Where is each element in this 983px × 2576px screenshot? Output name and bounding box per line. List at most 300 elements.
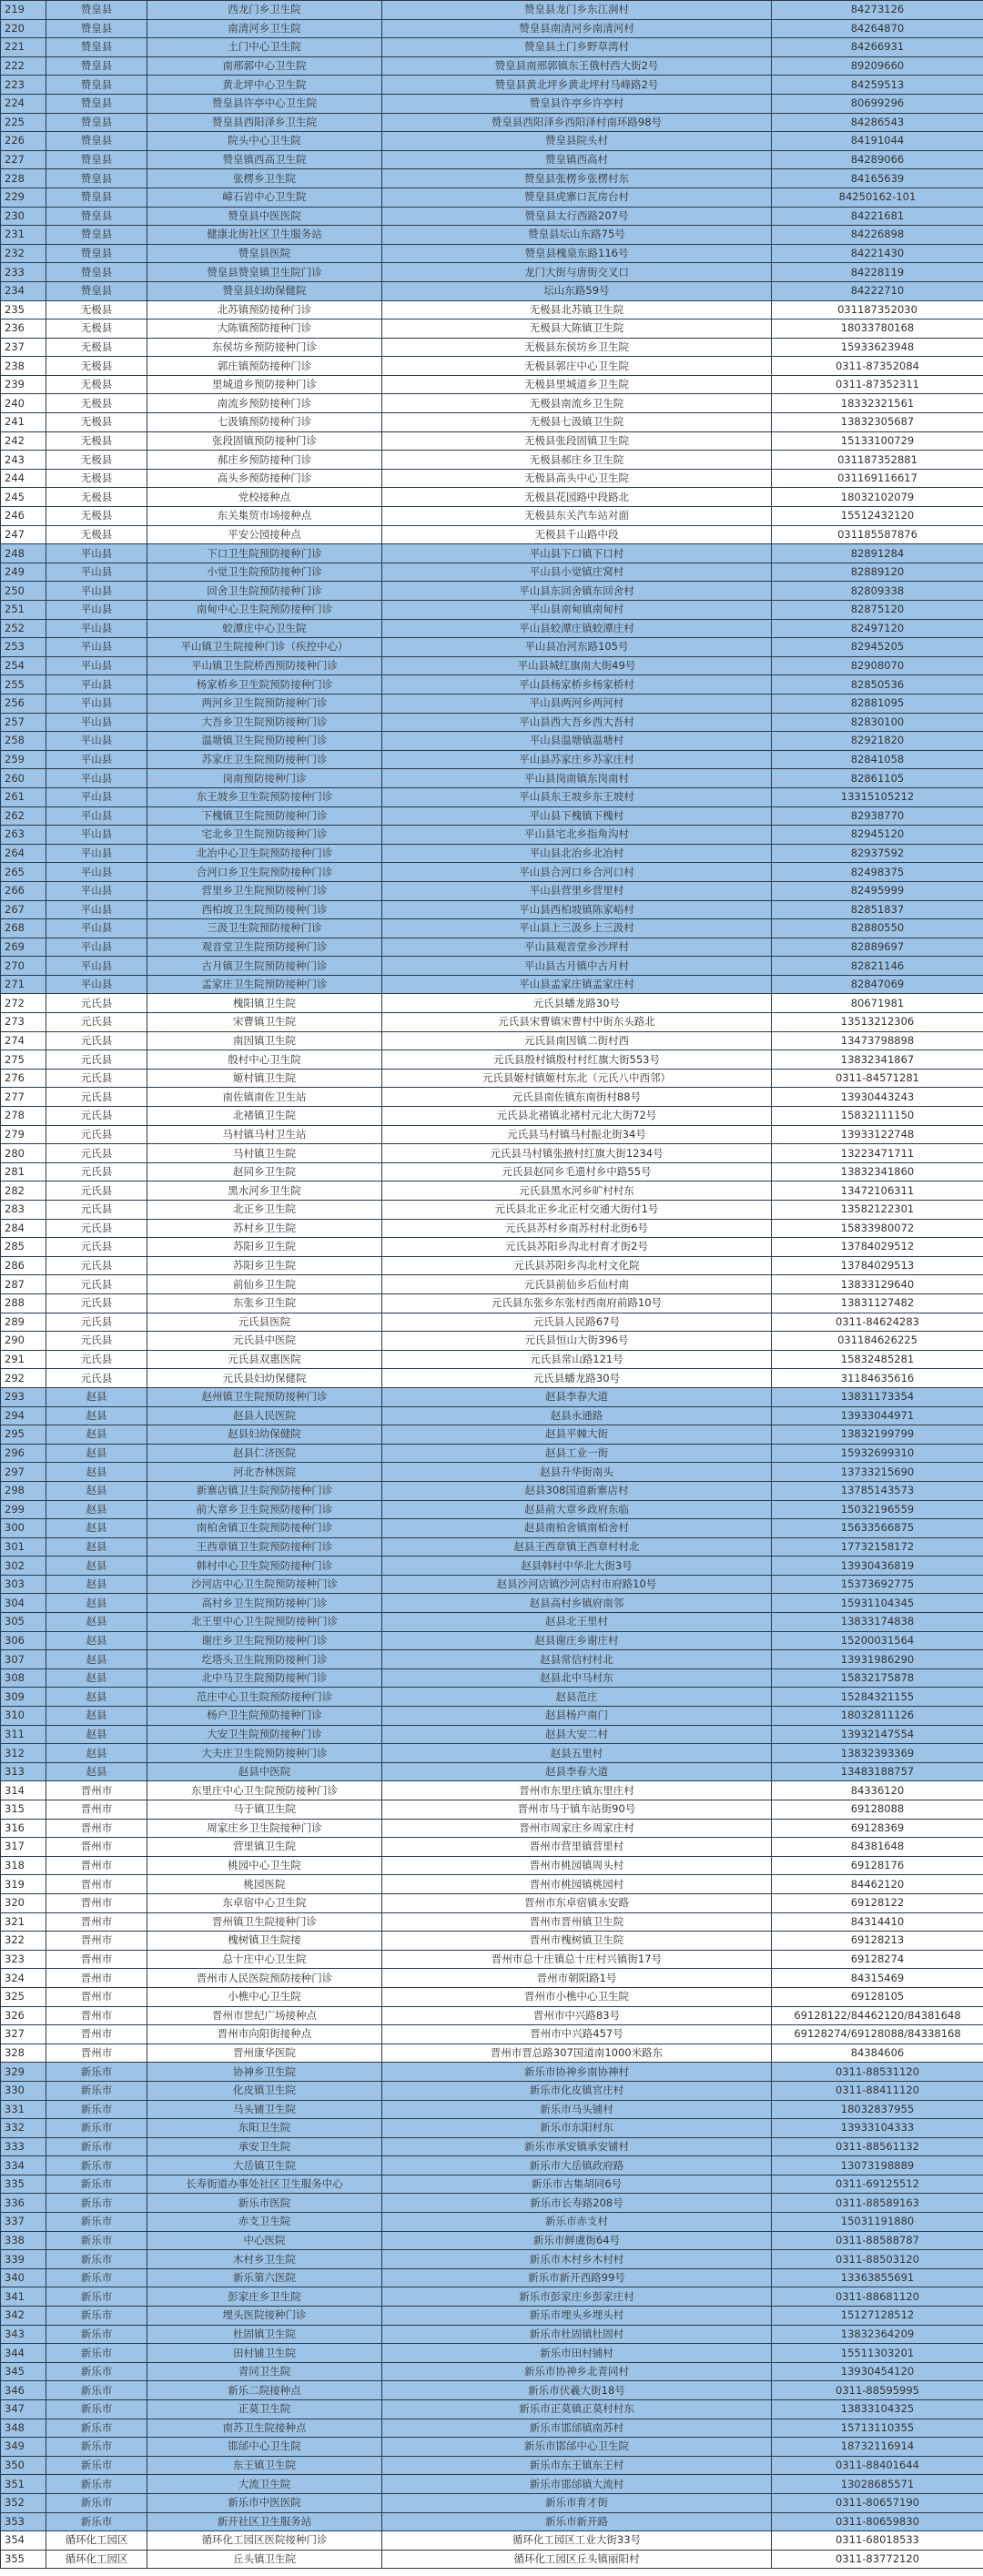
- county-cell: 晋州市: [46, 1893, 147, 1912]
- address-cell: 平山县两河乡两河村: [382, 694, 772, 713]
- address-cell: 赵县杨户南门: [382, 1707, 772, 1726]
- county-cell: 赵县: [46, 1406, 147, 1425]
- site-name-cell: 马村镇马村卫生站: [147, 1125, 382, 1144]
- site-name-cell: 马头铺卫生院: [147, 2100, 382, 2119]
- table-row: [1, 94, 983, 113]
- address-cell: 元氏县殷村镇殷村村红旗大街553号: [382, 1050, 772, 1070]
- site-name-cell: 赞皇县西阳泽乡卫生院: [147, 113, 382, 132]
- site-name-cell: 大夫庄卫生院预防接种门诊: [147, 1744, 382, 1763]
- table-row: [1, 619, 983, 638]
- address-cell: 无极县郭庄中心卫生院: [382, 357, 772, 376]
- site-name-cell: 小樵中心卫生院: [147, 1987, 382, 2006]
- site-name-cell: 新开社区卫生服务站: [147, 2512, 382, 2531]
- row-number-cell: 273: [1, 1013, 46, 1032]
- table-row: [1, 675, 983, 695]
- address-cell: 新乐市正莫镇正莫村村东: [382, 2400, 772, 2419]
- address-cell: 元氏县人民路67号: [382, 1313, 772, 1332]
- table-row: [1, 2307, 983, 2326]
- table-row: [1, 1425, 983, 1445]
- site-name-cell: 黄北坪中心卫生院: [147, 76, 382, 95]
- row-number-cell: 305: [1, 1613, 46, 1632]
- address-cell: 新乐市协神乡南协神村: [382, 2063, 772, 2082]
- address-cell: 赞皇县院头村: [382, 132, 772, 151]
- phone-cell: 13831173354: [772, 1387, 983, 1406]
- site-name-cell: 中心医院: [147, 2231, 382, 2250]
- site-name-cell: 圪塔头卫生院预防接种门诊: [147, 1650, 382, 1669]
- table-row: [1, 507, 983, 526]
- county-cell: 无极县: [46, 338, 147, 357]
- site-name-cell: 大安卫生院预防接种门诊: [147, 1725, 382, 1744]
- row-number-cell: 241: [1, 413, 46, 432]
- row-number-cell: 274: [1, 1031, 46, 1050]
- site-name-cell: 元氏县双惠医院: [147, 1350, 382, 1369]
- address-cell: 无极县张段固镇卫生院: [382, 431, 772, 451]
- county-cell: 晋州市: [46, 1875, 147, 1894]
- phone-cell: 13832305687: [772, 413, 983, 432]
- phone-cell: 13933104333: [772, 2119, 983, 2138]
- row-number-cell: 229: [1, 188, 46, 207]
- table-row: [1, 638, 983, 657]
- table-row: [1, 2156, 983, 2175]
- county-cell: 元氏县: [46, 1125, 147, 1144]
- address-cell: 平山县营里乡营里村: [382, 881, 772, 900]
- table-row: [1, 38, 983, 57]
- phone-cell: 15633566875: [772, 1519, 983, 1538]
- address-cell: 平山县南甸镇南甸村: [382, 601, 772, 620]
- site-name-cell: 南苏卫生院接种点: [147, 2419, 382, 2438]
- site-name-cell: 营里乡卫生院预防接种门诊: [147, 881, 382, 900]
- site-name-cell: 赵县妇幼保健院: [147, 1425, 382, 1445]
- site-name-cell: 元氏县中医院: [147, 1332, 382, 1351]
- county-cell: 循环化工园区: [46, 2550, 147, 2569]
- county-cell: 赞皇县: [46, 207, 147, 226]
- address-cell: 晋州市桃园镇周头村: [382, 1856, 772, 1875]
- table-row: [1, 563, 983, 582]
- site-name-cell: 健康北街社区卫生服务站: [147, 226, 382, 245]
- phone-cell: 15713110355: [772, 2419, 983, 2438]
- address-cell: 元氏县蟠龙路30号: [382, 1369, 772, 1388]
- county-cell: 晋州市: [46, 1969, 147, 1988]
- row-number-cell: 251: [1, 601, 46, 620]
- county-cell: 赞皇县: [46, 38, 147, 57]
- row-number-cell: 279: [1, 1125, 46, 1144]
- table-row: [1, 2044, 983, 2063]
- phone-cell: 0311-88401644: [772, 2456, 983, 2475]
- table-row: [1, 2400, 983, 2419]
- table-row: [1, 1688, 983, 1707]
- phone-cell: 82881095: [772, 694, 983, 713]
- county-cell: 赞皇县: [46, 132, 147, 151]
- row-number-cell: 258: [1, 732, 46, 751]
- phone-cell: 0311-88588787: [772, 2231, 983, 2250]
- table-row: [1, 787, 983, 806]
- table-row: [1, 806, 983, 826]
- table-row: [1, 1162, 983, 1182]
- phone-cell: 031169116617: [772, 469, 983, 488]
- phone-cell: 0311-88589163: [772, 2194, 983, 2213]
- phone-cell: 13733215690: [772, 1463, 983, 1482]
- site-name-cell: 前大章乡卫生院预防接种门诊: [147, 1500, 382, 1519]
- row-number-cell: 338: [1, 2231, 46, 2250]
- site-name-cell: 东王镇卫生院: [147, 2456, 382, 2475]
- site-name-cell: 赞皇镇西高卫生院: [147, 150, 382, 169]
- site-name-cell: 南流乡预防接种门诊: [147, 394, 382, 413]
- county-cell: 无极县: [46, 488, 147, 507]
- county-cell: 新乐市: [46, 2307, 147, 2326]
- address-cell: 赵县北中马村东: [382, 1668, 772, 1688]
- phone-cell: 13833129640: [772, 1275, 983, 1294]
- row-number-cell: 316: [1, 1819, 46, 1838]
- table-row: [1, 1856, 983, 1875]
- row-number-cell: 301: [1, 1537, 46, 1557]
- row-number-cell: 283: [1, 1201, 46, 1220]
- address-cell: 赵县范庄: [382, 1688, 772, 1707]
- phone-cell: 031187352030: [772, 300, 983, 319]
- row-number-cell: 280: [1, 1144, 46, 1163]
- site-name-cell: 蛟潭庄中心卫生院: [147, 619, 382, 638]
- site-name-cell: 马于镇卫生院: [147, 1800, 382, 1820]
- table-row: [1, 150, 983, 169]
- address-cell: 新乐市大岳镇政府路: [382, 2156, 772, 2175]
- address-cell: 新乐市木村乡木村村: [382, 2250, 772, 2269]
- phone-cell: 82851837: [772, 900, 983, 919]
- site-name-cell: 南因镇卫生院: [147, 1031, 382, 1050]
- site-name-cell: 平山镇卫生院桥西预防接种门诊: [147, 656, 382, 675]
- table-row: [1, 2231, 983, 2250]
- row-number-cell: 268: [1, 919, 46, 938]
- table-row: [1, 132, 983, 151]
- address-cell: 新乐市古集胡同6号: [382, 2175, 772, 2194]
- phone-cell: 15133100729: [772, 431, 983, 451]
- address-cell: 元氏县姬村镇姬村东北（元氏八中西邻）: [382, 1069, 772, 1088]
- address-cell: 无极县花园路中段路北: [382, 488, 772, 507]
- row-number-cell: 269: [1, 938, 46, 957]
- site-name-cell: 彭家庄乡卫生院: [147, 2287, 382, 2307]
- row-number-cell: 277: [1, 1088, 46, 1107]
- address-cell: 新乐市彭家庄乡彭家庄村: [382, 2287, 772, 2307]
- phone-cell: 82850536: [772, 675, 983, 695]
- row-number-cell: 346: [1, 2381, 46, 2400]
- site-name-cell: 苏阳乡卫生院: [147, 1256, 382, 1275]
- site-name-cell: 南佐镇南佐卫生站: [147, 1088, 382, 1107]
- table-row: [1, 1182, 983, 1201]
- table-row: [1, 1144, 983, 1163]
- phone-cell: 031184626225: [772, 1332, 983, 1351]
- phone-cell: 89209660: [772, 56, 983, 76]
- table-row: [1, 1950, 983, 1969]
- row-number-cell: 222: [1, 56, 46, 76]
- table-row: [1, 732, 983, 751]
- table-row: [1, 1013, 983, 1032]
- table-row: [1, 544, 983, 563]
- table-row: [1, 2119, 983, 2138]
- address-cell: 赞皇镇西高村: [382, 150, 772, 169]
- site-name-cell: 平山镇卫生院接种门诊（疾控中心）: [147, 638, 382, 657]
- row-number-cell: 352: [1, 2493, 46, 2512]
- phone-cell: 13832393369: [772, 1744, 983, 1763]
- site-name-cell: 循环化工园区医院接种门诊: [147, 2531, 382, 2551]
- row-number-cell: 348: [1, 2419, 46, 2438]
- address-cell: 新乐市化皮镇官庄村: [382, 2081, 772, 2100]
- row-number-cell: 336: [1, 2194, 46, 2213]
- table-row: [1, 2081, 983, 2100]
- row-number-cell: 310: [1, 1707, 46, 1726]
- address-cell: 赵县308国道新寨店村: [382, 1481, 772, 1500]
- county-cell: 元氏县: [46, 1256, 147, 1275]
- table-row: [1, 319, 983, 339]
- site-name-cell: 赤支卫生院: [147, 2213, 382, 2232]
- table-row: [1, 2006, 983, 2025]
- row-number-cell: 232: [1, 244, 46, 263]
- address-cell: 晋州市东里庄镇东里庄村: [382, 1781, 772, 1800]
- county-cell: 平山县: [46, 563, 147, 582]
- phone-cell: 84289066: [772, 150, 983, 169]
- county-cell: 赵县: [46, 1387, 147, 1406]
- address-cell: 赵县永通路: [382, 1406, 772, 1425]
- site-name-cell: 韩村中心卫生院预防接种门诊: [147, 1557, 382, 1576]
- table-row: [1, 2344, 983, 2363]
- county-cell: 赵县: [46, 1688, 147, 1707]
- phone-cell: 69128274: [772, 1950, 983, 1969]
- phone-cell: 69128122/84462120/84381648: [772, 2006, 983, 2025]
- county-cell: 无极县: [46, 319, 147, 339]
- address-cell: 赞皇县南邢郭镇东王俄村西大街2号: [382, 56, 772, 76]
- phone-cell: 84228119: [772, 263, 983, 282]
- table-row: [1, 1463, 983, 1482]
- address-cell: 赵县沙河店镇沙河店村市府路10号: [382, 1575, 772, 1594]
- table-row: [1, 431, 983, 451]
- site-name-cell: 马村镇卫生院: [147, 1144, 382, 1163]
- site-name-cell: 周家庄乡卫生院接种门诊: [147, 1819, 382, 1838]
- county-cell: 平山县: [46, 938, 147, 957]
- row-number-cell: 303: [1, 1575, 46, 1594]
- address-cell: 赵县五里村: [382, 1744, 772, 1763]
- phone-cell: 13223471711: [772, 1144, 983, 1163]
- phone-cell: 82937592: [772, 844, 983, 863]
- site-name-cell: 孟家庄卫生院预防接种门诊: [147, 975, 382, 994]
- address-cell: 赞皇县土门乡野草湾村: [382, 38, 772, 57]
- county-cell: 平山县: [46, 601, 147, 620]
- county-cell: 元氏县: [46, 1050, 147, 1070]
- phone-cell: 0311-87352084: [772, 357, 983, 376]
- phone-cell: 18032837955: [772, 2100, 983, 2119]
- table-row: [1, 1313, 983, 1332]
- row-number-cell: 349: [1, 2438, 46, 2457]
- county-cell: 赞皇县: [46, 244, 147, 263]
- row-number-cell: 313: [1, 1762, 46, 1781]
- address-cell: 平山县观音堂乡沙坪村: [382, 938, 772, 957]
- county-cell: 平山县: [46, 787, 147, 806]
- site-name-cell: 张段固镇预防接种门诊: [147, 431, 382, 451]
- site-name-cell: 沙河店中心卫生院预防接种门诊: [147, 1575, 382, 1594]
- county-cell: 平山县: [46, 957, 147, 976]
- table-row: [1, 2381, 983, 2400]
- site-name-cell: 嶂石岩中心卫生院: [147, 188, 382, 207]
- row-number-cell: 300: [1, 1519, 46, 1538]
- address-cell: 晋州市晋总路307国道南1000米路东: [382, 2044, 772, 2063]
- site-name-cell: 田村铺卫生院: [147, 2344, 382, 2363]
- county-cell: 新乐市: [46, 2268, 147, 2287]
- row-number-cell: 244: [1, 469, 46, 488]
- county-cell: 无极县: [46, 469, 147, 488]
- address-cell: 龙门大街与唐街交叉口: [382, 263, 772, 282]
- site-name-cell: 苏家庄卫生院预防接种门诊: [147, 750, 382, 769]
- row-number-cell: 291: [1, 1350, 46, 1369]
- row-number-cell: 247: [1, 525, 46, 544]
- address-cell: 新乐市鲜虞街64号: [382, 2231, 772, 2250]
- table-row: [1, 394, 983, 413]
- county-cell: 赵县: [46, 1557, 147, 1576]
- phone-cell: 84315469: [772, 1969, 983, 1988]
- row-number-cell: 294: [1, 1406, 46, 1425]
- table-row: [1, 844, 983, 863]
- address-cell: 新乐市新开西路99号: [382, 2268, 772, 2287]
- phone-cell: 0311-83772120: [772, 2550, 983, 2569]
- county-cell: 平山县: [46, 694, 147, 713]
- address-cell: 平山县温塘镇温塘村: [382, 732, 772, 751]
- county-cell: 赵县: [46, 1444, 147, 1463]
- table-row: [1, 207, 983, 226]
- row-number-cell: 276: [1, 1069, 46, 1088]
- phone-cell: 84226898: [772, 226, 983, 245]
- table-row: [1, 1500, 983, 1519]
- row-number-cell: 354: [1, 2531, 46, 2551]
- county-cell: 元氏县: [46, 1201, 147, 1220]
- site-name-cell: 高头乡预防接种门诊: [147, 469, 382, 488]
- table-row: [1, 1238, 983, 1257]
- county-cell: 新乐市: [46, 2400, 147, 2419]
- site-name-cell: 大流卫生院: [147, 2475, 382, 2494]
- address-cell: 赞皇县龙门乡东江洞村: [382, 1, 772, 20]
- site-name-cell: 河北杏林医院: [147, 1463, 382, 1482]
- table-row: [1, 2493, 983, 2512]
- site-name-cell: 槐树镇卫生院接: [147, 1932, 382, 1951]
- phone-cell: 15200031564: [772, 1631, 983, 1650]
- county-cell: 平山县: [46, 844, 147, 863]
- county-cell: 赞皇县: [46, 1, 147, 20]
- county-cell: 赵县: [46, 1631, 147, 1650]
- phone-cell: 84264870: [772, 19, 983, 38]
- address-cell: 晋州市中兴路457号: [382, 2025, 772, 2044]
- site-name-cell: 郭庄镇预防接种门诊: [147, 357, 382, 376]
- phone-cell: 0311-84624283: [772, 1313, 983, 1332]
- table-row: [1, 1444, 983, 1463]
- address-cell: 元氏县苏阳乡沟北村文化院: [382, 1256, 772, 1275]
- site-name-cell: 院头中心卫生院: [147, 132, 382, 151]
- row-number-cell: 253: [1, 638, 46, 657]
- address-cell: 元氏县苏村乡南苏村村北街6号: [382, 1219, 772, 1238]
- site-name-cell: 党校接种点: [147, 488, 382, 507]
- address-cell: 坛山东路59号: [382, 281, 772, 300]
- site-name-cell: 七汲镇预防接种门诊: [147, 413, 382, 432]
- phone-cell: 0311-88681120: [772, 2287, 983, 2307]
- county-cell: 赵县: [46, 1725, 147, 1744]
- county-cell: 元氏县: [46, 1182, 147, 1201]
- phone-cell: 13784029512: [772, 1238, 983, 1257]
- site-name-cell: 赵州镇卫生院预防接种门诊: [147, 1387, 382, 1406]
- address-cell: 循环化工园区工业大街33号: [382, 2531, 772, 2551]
- site-name-cell: 温塘镇卫生院预防接种门诊: [147, 732, 382, 751]
- table-row: [1, 1762, 983, 1781]
- table-row: [1, 2438, 983, 2457]
- address-cell: 平山县下口镇下口村: [382, 544, 772, 563]
- row-number-cell: 355: [1, 2550, 46, 2569]
- address-cell: 平山县孟家庄镇孟家庄村: [382, 975, 772, 994]
- row-number-cell: 246: [1, 507, 46, 526]
- site-name-cell: 赵县中医院: [147, 1762, 382, 1781]
- site-name-cell: 回舍卫生院预防接种门诊: [147, 582, 382, 601]
- site-name-cell: 赵同乡卫生院: [147, 1162, 382, 1182]
- county-cell: 元氏县: [46, 1088, 147, 1107]
- site-name-cell: 赞皇县中医医院: [147, 207, 382, 226]
- county-cell: 赞皇县: [46, 188, 147, 207]
- county-cell: 晋州市: [46, 1800, 147, 1820]
- address-cell: 无极县郝庄乡卫生院: [382, 451, 772, 470]
- phone-cell: 15832175878: [772, 1668, 983, 1688]
- table-row: [1, 1707, 983, 1726]
- site-name-cell: 南柏舍镇卫生院预防接种门诊: [147, 1519, 382, 1538]
- county-cell: 元氏县: [46, 1369, 147, 1388]
- table-row: [1, 900, 983, 919]
- county-cell: 赞皇县: [46, 226, 147, 245]
- row-number-cell: 261: [1, 787, 46, 806]
- phone-cell: 13831127482: [772, 1293, 983, 1313]
- address-cell: 平山县冶河东路105号: [382, 638, 772, 657]
- table-row: [1, 750, 983, 769]
- address-cell: 新乐市邯邰镇南苏村: [382, 2419, 772, 2438]
- county-cell: 无极县: [46, 300, 147, 319]
- county-cell: 赵县: [46, 1575, 147, 1594]
- site-name-cell: 槐阳镇卫生院: [147, 994, 382, 1013]
- county-cell: 新乐市: [46, 2287, 147, 2307]
- row-number-cell: 302: [1, 1557, 46, 1576]
- row-number-cell: 224: [1, 94, 46, 113]
- phone-cell: 13930454120: [772, 2362, 983, 2381]
- address-cell: 新乐市赤支村: [382, 2213, 772, 2232]
- address-cell: 元氏县前仙乡后仙村南: [382, 1275, 772, 1294]
- table-row: [1, 525, 983, 544]
- phone-cell: 15832111150: [772, 1107, 983, 1126]
- county-cell: 平山县: [46, 544, 147, 563]
- site-name-cell: 元氏县妇幼保健院: [147, 1369, 382, 1388]
- phone-cell: 82945205: [772, 638, 983, 657]
- table-row: [1, 1969, 983, 1988]
- address-cell: 赵县谢庄乡谢庄村: [382, 1631, 772, 1650]
- address-cell: 平山县城红旗南大街49号: [382, 656, 772, 675]
- row-number-cell: 252: [1, 619, 46, 638]
- county-cell: 新乐市: [46, 2063, 147, 2082]
- phone-cell: 18732116914: [772, 2438, 983, 2457]
- row-number-cell: 245: [1, 488, 46, 507]
- site-name-cell: 观音堂卫生院预防接种门诊: [147, 938, 382, 957]
- county-cell: 晋州市: [46, 2006, 147, 2025]
- county-cell: 平山县: [46, 863, 147, 882]
- county-cell: 新乐市: [46, 2493, 147, 2512]
- site-name-cell: 宅北乡卫生院预防接种门诊: [147, 826, 382, 845]
- phone-cell: 13832199799: [772, 1425, 983, 1445]
- row-number-cell: 226: [1, 132, 46, 151]
- county-cell: 元氏县: [46, 994, 147, 1013]
- table-row: [1, 1387, 983, 1406]
- phone-cell: 82938770: [772, 806, 983, 826]
- site-name-cell: 东阳卫生院: [147, 2119, 382, 2138]
- address-cell: 元氏县马村镇张掖村红旗大街1234号: [382, 1144, 772, 1163]
- row-number-cell: 271: [1, 975, 46, 994]
- county-cell: 元氏县: [46, 1313, 147, 1332]
- table-row: [1, 1125, 983, 1144]
- table-row: [1, 2475, 983, 2494]
- table-row: [1, 2250, 983, 2269]
